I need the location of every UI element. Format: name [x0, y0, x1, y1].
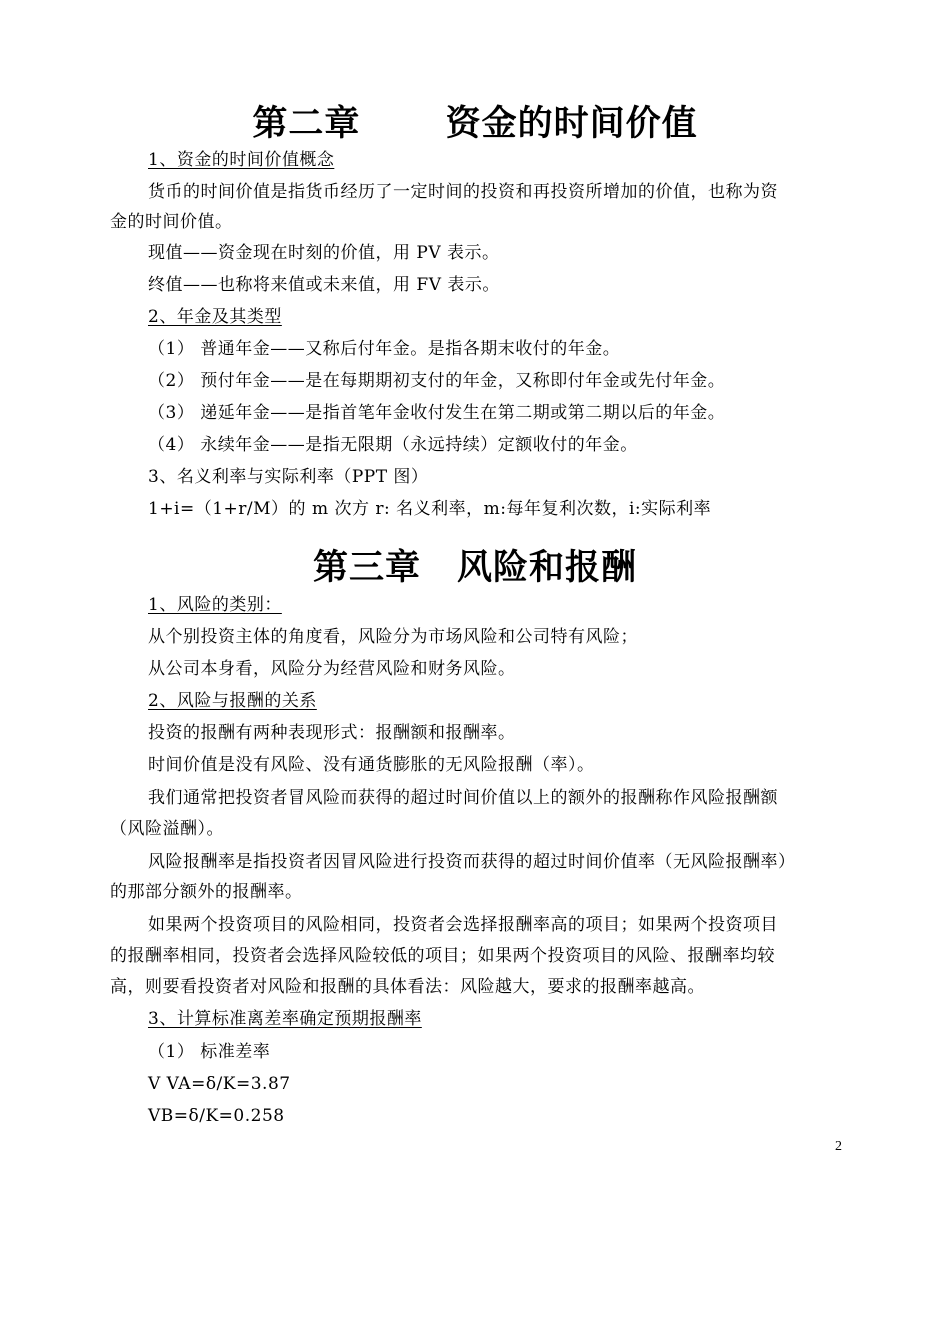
relation-para5-line2: 的报酬率相同，投资者会选择风险较低的项目；如果两个投资项目的风险、报酬率均较 — [110, 946, 775, 966]
annuity-item-1: （1） 普通年金——又称后付年金。是指各期末收付的年金。 — [148, 339, 621, 359]
annuity-item-3: （3） 递延年金——是指首笔年金收付发生在第二期或第二期以后的年金。 — [148, 403, 726, 423]
chapter3-section3-heading: 3、计算标准离差率确定预期报酬率 — [148, 1009, 422, 1029]
annuity-item-2: （2） 预付年金——是在每期期初支付的年金，又称即付年金或先付年金。 — [148, 371, 726, 391]
chapter2-section2-heading: 2、年金及其类型 — [148, 307, 282, 327]
relation-para3-line2: （风险溢酬）。 — [110, 819, 224, 839]
risk-category-line2: 从公司本身看，风险分为经营风险和财务风险。 — [148, 659, 516, 679]
chapter3-section2-heading: 2、风险与报酬的关系 — [148, 691, 317, 711]
relation-para5-line3: 高，则要看投资者对风险和报酬的具体看法：风险越大，要求的报酬率越高。 — [110, 977, 705, 997]
chapter2-para1-line2: 金的时间价值。 — [110, 212, 233, 232]
va-formula: V VA=δ/K=3.87 — [148, 1074, 291, 1094]
chapter3-title: 第三章 风险和报酬 — [312, 548, 637, 588]
std-deviation-heading: （1） 标准差率 — [148, 1042, 271, 1062]
relation-para4-line2: 的那部分额外的报酬率。 — [110, 882, 303, 902]
page-number: 2 — [835, 1139, 842, 1154]
chapter2-section1-heading: 1、资金的时间价值概念 — [148, 150, 335, 170]
relation-line1: 投资的报酬有两种表现形式：报酬额和报酬率。 — [148, 723, 516, 743]
risk-category-line1: 从个别投资主体的角度看，风险分为市场风险和公司特有风险； — [148, 627, 638, 647]
relation-para5-line1: 如果两个投资项目的风险相同，投资者会选择报酬率高的项目；如果两个投资项目 — [148, 915, 778, 935]
annuity-item-4: （4） 永续年金——是指无限期（永远持续）定额收付的年金。 — [148, 435, 638, 455]
vb-formula: VB=δ/K=0.258 — [148, 1106, 285, 1126]
chapter3-section1-heading: 1、风险的类别： — [148, 595, 282, 615]
relation-para3-line1: 我们通常把投资者冒风险而获得的超过时间价值以上的额外的报酬称作风险报酬额 — [148, 788, 778, 808]
chapter2-para1-line1: 货币的时间价值是指货币经历了一定时间的投资和再投资所增加的价值，也称为资 — [148, 182, 778, 202]
interest-rate-formula: 1+i=（1+r/M）的 m 次方 r: 名义利率，m:每年复利次数，i:实际利率 — [148, 499, 712, 519]
present-value-definition: 现值——资金现在时刻的价值，用 PV 表示。 — [148, 243, 500, 263]
chapter2-title: 第二章 资金的时间价值 — [252, 104, 698, 144]
chapter2-section3-heading: 3、名义利率与实际利率（PPT 图） — [148, 467, 429, 487]
relation-line2: 时间价值是没有风险、没有通货膨胀的无风险报酬（率）。 — [148, 755, 595, 775]
future-value-definition: 终值——也称将来值或未来值，用 FV 表示。 — [148, 275, 500, 295]
relation-para4-line1: 风险报酬率是指投资者因冒风险进行投资而获得的超过时间价值率（无风险报酬率） — [148, 852, 796, 872]
